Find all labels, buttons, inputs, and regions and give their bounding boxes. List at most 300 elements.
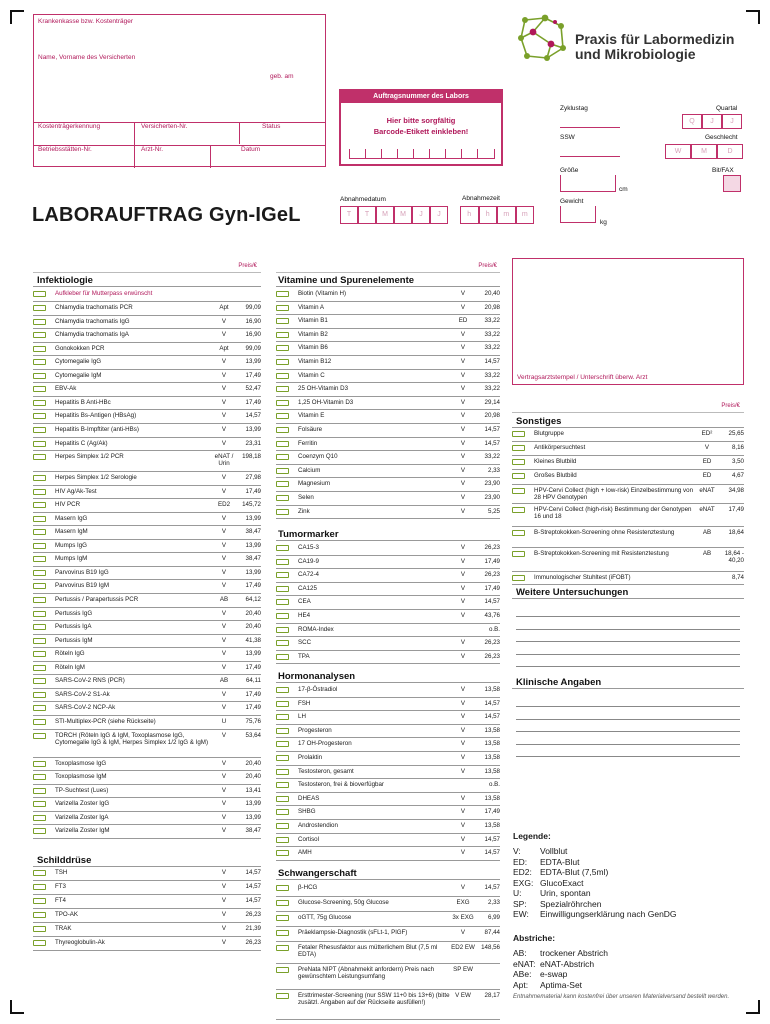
price: 26,23 xyxy=(484,544,500,551)
hormonanalysen-row[interactable] xyxy=(276,781,500,788)
vitamine-row[interactable] xyxy=(276,385,500,392)
time-cell[interactable]: h xyxy=(479,206,498,224)
checkbox[interactable] xyxy=(33,884,46,890)
price: 18,64 xyxy=(728,529,744,536)
checkbox[interactable] xyxy=(276,427,289,433)
checkbox[interactable] xyxy=(33,870,46,876)
sample-code: EXG xyxy=(456,899,470,906)
price: 13,99 xyxy=(245,358,261,366)
schwangerschaft-row[interactable] xyxy=(276,992,500,1006)
hormonanalysen-row[interactable] xyxy=(276,768,500,775)
price: 14,57 xyxy=(484,849,500,857)
checkbox[interactable] xyxy=(33,583,46,589)
checkbox[interactable] xyxy=(33,400,46,406)
vitamine-row[interactable] xyxy=(276,480,500,487)
checkbox[interactable] xyxy=(276,559,289,565)
checkbox[interactable] xyxy=(276,782,289,788)
weitere-input-line[interactable] xyxy=(516,666,740,667)
checkbox[interactable] xyxy=(276,640,289,646)
test-name: HPV-Cervi Collect (high + low-risk) Einzelbestimmung von 28 HPV Genotypen xyxy=(534,487,694,501)
price: 17,49 xyxy=(245,398,261,406)
sample-code: V xyxy=(460,929,466,936)
infektiologie-row[interactable] xyxy=(33,569,261,576)
tumormarker-row[interactable] xyxy=(276,558,500,565)
checkbox[interactable] xyxy=(33,788,46,794)
quarter-cell-q[interactable]: Q xyxy=(682,114,702,129)
test-name: SARS-CoV-2 S1-Ak xyxy=(55,690,110,698)
checkbox[interactable] xyxy=(512,551,525,557)
vitamine-row[interactable] xyxy=(276,304,500,311)
checkbox[interactable] xyxy=(33,291,46,297)
price: 23,90 xyxy=(484,480,500,488)
klinische-input-line[interactable] xyxy=(516,731,740,732)
weitere-input-line[interactable] xyxy=(516,629,740,630)
infektiologie-row[interactable] xyxy=(33,399,261,406)
test-name: 17-β-Östradiol xyxy=(298,686,338,693)
infektiologie-row[interactable] xyxy=(33,515,261,522)
checkbox[interactable] xyxy=(276,796,289,802)
schwangerschaft-row[interactable] xyxy=(276,884,500,891)
tumormarker-row[interactable] xyxy=(276,598,500,605)
checkbox[interactable] xyxy=(33,454,46,460)
gender-cell-d[interactable]: D xyxy=(717,144,743,159)
checkbox[interactable] xyxy=(276,386,289,392)
infektiologie-row[interactable] xyxy=(33,358,261,365)
legend-value: GlucoExact xyxy=(540,877,584,888)
infektiologie-row[interactable] xyxy=(33,691,261,698)
infektiologie-row[interactable] xyxy=(33,610,261,617)
infektiologie-row[interactable] xyxy=(33,318,261,325)
infektiologie-row[interactable] xyxy=(33,501,261,508)
checkbox[interactable] xyxy=(276,441,289,447)
hormonanalysen-row[interactable] xyxy=(276,686,500,693)
checkbox[interactable] xyxy=(276,809,289,815)
checkbox[interactable] xyxy=(33,761,46,767)
vitamine-row[interactable] xyxy=(276,426,500,433)
price: 2,33 xyxy=(487,466,500,474)
checkbox[interactable] xyxy=(512,488,525,494)
weight-field[interactable] xyxy=(560,206,596,223)
sample-code: V xyxy=(221,690,227,698)
test-name: 25 OH-Vitamin D3 xyxy=(298,385,349,393)
checkbox[interactable] xyxy=(512,459,525,465)
hormonanalysen-row[interactable] xyxy=(276,808,500,815)
infektiologie-row[interactable] xyxy=(33,814,261,821)
checkbox[interactable] xyxy=(512,530,525,536)
test-name: Cortisol xyxy=(298,835,319,843)
date-cell[interactable]: T xyxy=(340,206,358,224)
test-name: CA19-9 xyxy=(298,557,319,565)
checkbox[interactable] xyxy=(33,441,46,447)
infektiologie-row[interactable] xyxy=(33,542,261,549)
sonstiges-row[interactable] xyxy=(512,472,744,479)
date-cell[interactable]: M xyxy=(376,206,394,224)
checkbox[interactable] xyxy=(276,728,289,734)
checkbox[interactable] xyxy=(33,624,46,630)
checkbox[interactable] xyxy=(33,705,46,711)
infektiologie-row[interactable] xyxy=(33,664,261,671)
checkbox[interactable] xyxy=(276,332,289,338)
hormonanalysen-row[interactable] xyxy=(276,700,500,707)
checkbox[interactable] xyxy=(276,627,289,633)
infektiologie-row[interactable] xyxy=(33,426,261,433)
checkbox[interactable] xyxy=(33,733,46,739)
checkbox[interactable] xyxy=(33,413,46,419)
infektiologie-row[interactable] xyxy=(33,760,261,767)
weitere-input-line[interactable] xyxy=(516,641,740,642)
sample-code: ED2 xyxy=(217,501,231,509)
price: 20,40 xyxy=(245,609,261,617)
checkbox[interactable] xyxy=(33,898,46,904)
test-name: Herpes Simplex 1/2 PCR xyxy=(55,453,124,461)
price: 17,49 xyxy=(728,506,744,513)
checkbox[interactable] xyxy=(33,502,46,508)
tumormarker-row[interactable] xyxy=(276,626,500,633)
height-field[interactable] xyxy=(560,175,616,192)
checkbox[interactable] xyxy=(276,305,289,311)
tumormarker-row[interactable] xyxy=(276,612,500,619)
checkbox[interactable] xyxy=(276,714,289,720)
infektiologie-row[interactable] xyxy=(33,732,261,746)
checkbox[interactable] xyxy=(276,741,289,747)
sonstiges-row[interactable] xyxy=(512,430,744,437)
checkbox[interactable] xyxy=(276,291,289,297)
checkbox[interactable] xyxy=(276,509,289,515)
checkbox[interactable] xyxy=(33,801,46,807)
checkbox[interactable] xyxy=(276,687,289,693)
price: 13,58 xyxy=(484,822,500,829)
infektiologie-row[interactable] xyxy=(33,650,261,657)
sonstiges-row[interactable] xyxy=(512,574,744,581)
checkbox[interactable] xyxy=(276,755,289,761)
infektiologie-row[interactable] xyxy=(33,787,261,794)
sample-code: V xyxy=(221,800,227,808)
bit-fax-checkbox[interactable] xyxy=(723,175,741,192)
mutterpass-sticker-row[interactable] xyxy=(33,290,261,297)
sonstiges-row[interactable] xyxy=(512,458,744,465)
sample-code: V xyxy=(460,754,466,761)
checkbox[interactable] xyxy=(512,507,525,513)
gender-cell-w[interactable]: W xyxy=(665,144,691,159)
checkbox[interactable] xyxy=(33,651,46,657)
date-cell[interactable]: J xyxy=(430,206,448,224)
sample-code: V xyxy=(460,612,466,619)
infektiologie-row[interactable] xyxy=(33,596,261,603)
price: 17,49 xyxy=(484,584,500,592)
infektiologie-row[interactable] xyxy=(33,474,261,481)
price: 87,44 xyxy=(484,929,500,936)
sample-code: ED xyxy=(458,317,468,325)
schilddruese-row[interactable] xyxy=(33,869,261,876)
checkbox[interactable] xyxy=(33,489,46,495)
weitere-input-line[interactable] xyxy=(516,654,740,655)
vitamine-row[interactable] xyxy=(276,440,500,447)
hormonanalysen-row[interactable] xyxy=(276,754,500,761)
test-name: Testosteron, gesamt xyxy=(298,767,354,775)
infektiologie-row[interactable] xyxy=(33,800,261,807)
cycle-day-field[interactable] xyxy=(560,113,620,128)
checkbox[interactable] xyxy=(276,930,289,936)
checkbox[interactable] xyxy=(512,431,525,437)
checkbox[interactable] xyxy=(276,967,289,973)
checkbox[interactable] xyxy=(276,586,289,592)
klinische-input-line[interactable] xyxy=(516,706,740,707)
vitamine-row[interactable] xyxy=(276,290,500,297)
price: 8,16 xyxy=(731,444,744,451)
price: 23,31 xyxy=(245,439,261,447)
sample-code: eNAT / Urin xyxy=(214,453,234,468)
gender-cell-m[interactable]: M xyxy=(691,144,717,159)
infektiologie-row[interactable] xyxy=(33,453,261,467)
checkbox[interactable] xyxy=(33,556,46,562)
checkbox[interactable] xyxy=(33,373,46,379)
test-name: AMH xyxy=(298,849,312,857)
checkbox[interactable] xyxy=(276,945,289,951)
infektiologie-row[interactable] xyxy=(33,488,261,495)
hormonanalysen-row[interactable] xyxy=(276,727,500,734)
checkbox[interactable] xyxy=(276,599,289,605)
test-name: Pertussis IgM xyxy=(55,636,93,644)
sonstiges-row[interactable] xyxy=(512,444,744,451)
cost-id-label: Kostenträgerkennung xyxy=(38,123,101,130)
checkbox[interactable] xyxy=(512,473,525,479)
checkbox[interactable] xyxy=(33,719,46,725)
checkbox[interactable] xyxy=(33,678,46,684)
checkbox[interactable] xyxy=(276,823,289,829)
infektiologie-row[interactable] xyxy=(33,718,261,725)
sample-date-cells[interactable] xyxy=(340,206,448,224)
checkbox[interactable] xyxy=(33,346,46,352)
sample-time-cells[interactable] xyxy=(460,206,534,224)
doctor-stamp-box[interactable] xyxy=(512,258,744,385)
vitamine-row[interactable] xyxy=(276,331,500,338)
checkbox[interactable] xyxy=(33,665,46,671)
sample-code: V xyxy=(221,541,227,549)
test-name: Vitamin B2 xyxy=(298,330,328,338)
hormonanalysen-row[interactable] xyxy=(276,795,500,802)
klinische-input-line[interactable] xyxy=(516,719,740,720)
infektiologie-row[interactable] xyxy=(33,623,261,630)
checkbox[interactable] xyxy=(33,912,46,918)
checkbox[interactable] xyxy=(276,468,289,474)
time-cell[interactable]: m xyxy=(516,206,535,224)
price: 20,40 xyxy=(484,290,500,297)
infektiologie-row[interactable] xyxy=(33,555,261,562)
checkbox[interactable] xyxy=(276,545,289,551)
klinische-input-line[interactable] xyxy=(516,744,740,745)
checkbox[interactable] xyxy=(276,850,289,856)
hormonanalysen-row[interactable] xyxy=(276,713,500,720)
date-cell[interactable]: T xyxy=(358,206,376,224)
schwangerschaft-title: Schwangerschaft xyxy=(278,868,357,879)
checkbox[interactable] xyxy=(276,481,289,487)
checkbox[interactable] xyxy=(33,692,46,698)
checkbox[interactable] xyxy=(33,774,46,780)
infektiologie-row[interactable] xyxy=(33,704,261,711)
legend-value: EDTA-Blut (7,5ml) xyxy=(540,867,609,877)
hormonanalysen-row[interactable] xyxy=(276,740,500,747)
infektiologie-row[interactable] xyxy=(33,385,261,392)
checkbox[interactable] xyxy=(276,654,289,660)
test-name: Pertussis IgA xyxy=(55,623,92,631)
infektiologie-row[interactable] xyxy=(33,677,261,684)
checkbox[interactable] xyxy=(276,318,289,324)
order-number-box[interactable] xyxy=(339,89,503,166)
logo-line-2: und Mikrobiologie xyxy=(575,46,696,62)
checkbox[interactable] xyxy=(33,570,46,576)
tumormarker-row[interactable] xyxy=(276,653,500,660)
sample-code: V xyxy=(221,636,227,644)
vitamine-row[interactable] xyxy=(276,358,500,365)
checkbox[interactable] xyxy=(276,915,289,921)
test-name: Varizella Zoster IgA xyxy=(55,813,109,821)
order-digit-row xyxy=(349,149,495,159)
schilddruese-row[interactable] xyxy=(33,939,261,946)
sample-code: V xyxy=(221,487,227,495)
date-cell[interactable]: J xyxy=(412,206,430,224)
vitamine-row[interactable] xyxy=(276,412,500,419)
schwangerschaft-row[interactable] xyxy=(276,944,500,958)
checkbox[interactable] xyxy=(276,400,289,406)
test-name: LH xyxy=(298,713,306,721)
checkbox[interactable] xyxy=(512,445,525,451)
checkbox[interactable] xyxy=(276,837,289,843)
checkbox[interactable] xyxy=(276,495,289,501)
vitamine-row[interactable] xyxy=(276,344,500,351)
time-cell[interactable]: m xyxy=(497,206,516,224)
schwangerschaft-row[interactable] xyxy=(276,914,500,921)
infektiologie-row[interactable] xyxy=(33,582,261,589)
checkbox[interactable] xyxy=(276,373,289,379)
vitamine-row[interactable] xyxy=(276,317,500,324)
checkbox[interactable] xyxy=(512,575,525,581)
legend-value: EDTA-Blut xyxy=(540,856,580,867)
checkbox[interactable] xyxy=(33,638,46,644)
checkbox[interactable] xyxy=(33,926,46,932)
infektiologie-row[interactable] xyxy=(33,345,261,352)
price: 14,57 xyxy=(245,897,261,904)
test-name: Biotin (Vitamin H) xyxy=(298,290,347,297)
checkbox[interactable] xyxy=(33,828,46,834)
vitamine-row[interactable] xyxy=(276,453,500,460)
price: 99,09 xyxy=(245,304,261,311)
checkbox[interactable] xyxy=(33,332,46,338)
test-name: Vitamin E xyxy=(298,412,325,420)
schilddruese-row[interactable] xyxy=(33,925,261,932)
schwangerschaft-row[interactable] xyxy=(276,899,500,906)
infektiologie-row[interactable] xyxy=(33,331,261,338)
weitere-input-line[interactable] xyxy=(516,616,740,617)
infektiologie-row[interactable] xyxy=(33,440,261,447)
sample-code: V xyxy=(460,385,466,393)
checkbox[interactable] xyxy=(33,597,46,603)
checkbox[interactable] xyxy=(276,413,289,419)
schwangerschaft-row[interactable] xyxy=(276,966,500,980)
sample-code: V xyxy=(221,773,227,781)
klinische-input-line[interactable] xyxy=(516,756,740,757)
checkbox[interactable] xyxy=(33,611,46,617)
vitamine-row[interactable] xyxy=(276,494,500,501)
checkbox[interactable] xyxy=(33,386,46,392)
hormonanalysen-title: Hormonanalysen xyxy=(278,671,356,682)
checkbox[interactable] xyxy=(33,815,46,821)
test-name: Vitamin B12 xyxy=(298,358,332,365)
infektiologie-row[interactable] xyxy=(33,637,261,644)
checkbox[interactable] xyxy=(276,454,289,460)
schilddruese-row[interactable] xyxy=(33,897,261,904)
schwangerschaft-row[interactable] xyxy=(276,929,500,936)
infektiologie-row[interactable] xyxy=(33,372,261,379)
time-cell[interactable]: h xyxy=(460,206,479,224)
test-name: TP-Suchtest (Lues) xyxy=(55,786,109,794)
sample-code: eNAT xyxy=(699,487,715,494)
sonstiges-row[interactable] xyxy=(512,550,744,564)
schilddruese-row[interactable] xyxy=(33,911,261,918)
vitamine-row[interactable] xyxy=(276,372,500,379)
checkbox[interactable] xyxy=(33,529,46,535)
hormonanalysen-row[interactable] xyxy=(276,836,500,843)
checkbox[interactable] xyxy=(33,475,46,481)
vitamine-row[interactable] xyxy=(276,467,500,474)
checkbox[interactable] xyxy=(276,345,289,351)
checkbox[interactable] xyxy=(33,359,46,365)
patient-data-box[interactable] xyxy=(33,14,326,167)
checkbox[interactable] xyxy=(276,993,289,999)
test-name: oGTT, 75g Glucose xyxy=(298,914,352,921)
infektiologie-row[interactable] xyxy=(33,412,261,419)
checkbox[interactable] xyxy=(276,359,289,365)
infektiologie-row[interactable] xyxy=(33,773,261,780)
schilddruese-row[interactable] xyxy=(33,883,261,890)
test-name: Varizella Zoster IgG xyxy=(55,800,110,808)
infektiologie-row[interactable] xyxy=(33,827,261,834)
vitamine-row[interactable] xyxy=(276,508,500,515)
date-cell[interactable]: M xyxy=(394,206,412,224)
sonstiges-row[interactable] xyxy=(512,529,744,536)
sonstiges-row[interactable] xyxy=(512,506,744,520)
checkbox[interactable] xyxy=(276,572,289,578)
sample-code: V xyxy=(460,439,466,447)
tumormarker-row[interactable] xyxy=(276,544,500,551)
tumormarker-row[interactable] xyxy=(276,585,500,592)
infektiologie-row[interactable] xyxy=(33,528,261,535)
checkbox[interactable] xyxy=(276,769,289,775)
quarter-cell-j2[interactable]: J xyxy=(722,114,742,129)
price: 4,67 xyxy=(731,472,744,479)
tumormarker-row[interactable] xyxy=(276,571,500,578)
hormonanalysen-row[interactable] xyxy=(276,849,500,856)
checkbox[interactable] xyxy=(33,940,46,946)
tumormarker-row[interactable] xyxy=(276,639,500,646)
quarter-cell-j1[interactable]: J xyxy=(702,114,722,129)
ssw-field[interactable] xyxy=(560,143,620,157)
vitamine-row[interactable] xyxy=(276,399,500,406)
checkbox[interactable] xyxy=(276,613,289,619)
checkbox[interactable] xyxy=(276,885,289,891)
infektiologie-row[interactable] xyxy=(33,304,261,311)
checkbox[interactable] xyxy=(33,305,46,311)
price: 20,40 xyxy=(245,773,261,781)
checkbox[interactable] xyxy=(276,900,289,906)
checkbox[interactable] xyxy=(33,543,46,549)
checkbox[interactable] xyxy=(33,319,46,325)
checkbox[interactable] xyxy=(276,701,289,707)
checkbox[interactable] xyxy=(33,427,46,433)
checkbox[interactable] xyxy=(33,516,46,522)
sonstiges-row[interactable] xyxy=(512,487,744,501)
sample-code: V xyxy=(221,514,227,522)
hormonanalysen-row[interactable] xyxy=(276,822,500,829)
